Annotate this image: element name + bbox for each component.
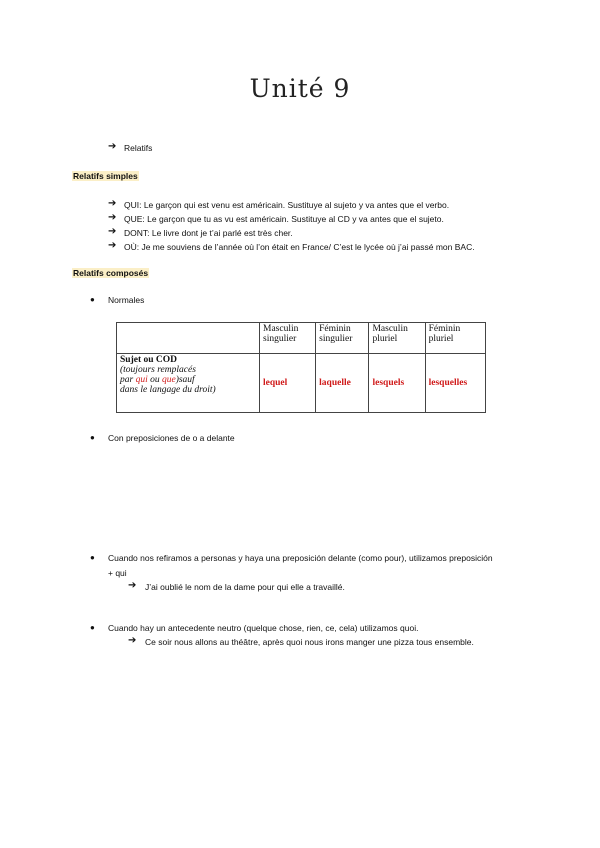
arrow-icon: ➔ <box>108 212 117 223</box>
relatifs-table <box>116 322 486 413</box>
table-header: Masculin singulier <box>260 323 316 354</box>
bullet-personas-line2: + qui <box>108 568 127 578</box>
list-item: OÙ: Je me souviens de l’année où l’on était en France/ C’est le lycée où j’ai passé mon BAC. <box>124 242 475 252</box>
bullet-personas-line1: Cuando nos refiramos a personas y haya una preposición delante (como pour), utilizamos preposición <box>108 553 493 563</box>
list-item: DONT: Le livre dont je t’ai parlé est très cher. <box>124 228 293 238</box>
table-header: Masculin pluriel <box>369 323 425 354</box>
table-cell: laquelle <box>316 354 369 413</box>
arrow-icon: ➔ <box>108 226 117 237</box>
table-row-label: Sujet ou COD (toujours remplacés par qui ou que)sauf dans le langage du droit) <box>117 354 260 413</box>
bullet-icon: ● <box>90 623 95 632</box>
arrow-icon: ➔ <box>108 240 117 251</box>
table-header: Féminin singulier <box>316 323 369 354</box>
example-neutro: Ce soir nous allons au théâtre, après quoi nous irons manger une pizza tous ensemble. <box>145 637 474 647</box>
top-item: Relatifs <box>124 143 153 153</box>
arrow-icon: ➔ <box>108 141 117 152</box>
list-item: QUI: Le garçon qui est venu est américain. Sustituye al sujeto y va antes que el verbo. <box>124 200 450 210</box>
arrow-icon: ➔ <box>128 635 137 646</box>
table-cell: lequel <box>260 354 316 413</box>
bullet-neutro: Cuando hay un antecedente neutro (quelque chose, rien, ce, cela) utilizamos quoi. <box>108 623 419 633</box>
bullet-normales: Normales <box>108 295 145 305</box>
bullet-icon: ● <box>90 295 95 304</box>
section-heading-composes: Relatifs composés <box>73 268 149 278</box>
bullet-prep: Con preposiciones de o a delante <box>108 433 235 443</box>
table-cell: lesquels <box>369 354 425 413</box>
table-cell: lesquelles <box>425 354 485 413</box>
list-item: QUE: Le garçon que tu as vu est américain. Sustituye al CD y va antes que el sujeto. <box>124 214 444 224</box>
bullet-icon: ● <box>90 553 95 562</box>
bullet-icon: ● <box>90 433 95 442</box>
section-heading-simples: Relatifs simples <box>73 171 138 181</box>
table-header: Féminin pluriel <box>425 323 485 354</box>
table-corner-cell <box>117 323 260 354</box>
arrow-icon: ➔ <box>108 198 117 209</box>
example-personas: J’ai oublié le nom de la dame pour qui elle a travaillé. <box>145 582 345 592</box>
page-title: Unité 9 <box>249 74 351 103</box>
arrow-icon: ➔ <box>128 580 137 591</box>
